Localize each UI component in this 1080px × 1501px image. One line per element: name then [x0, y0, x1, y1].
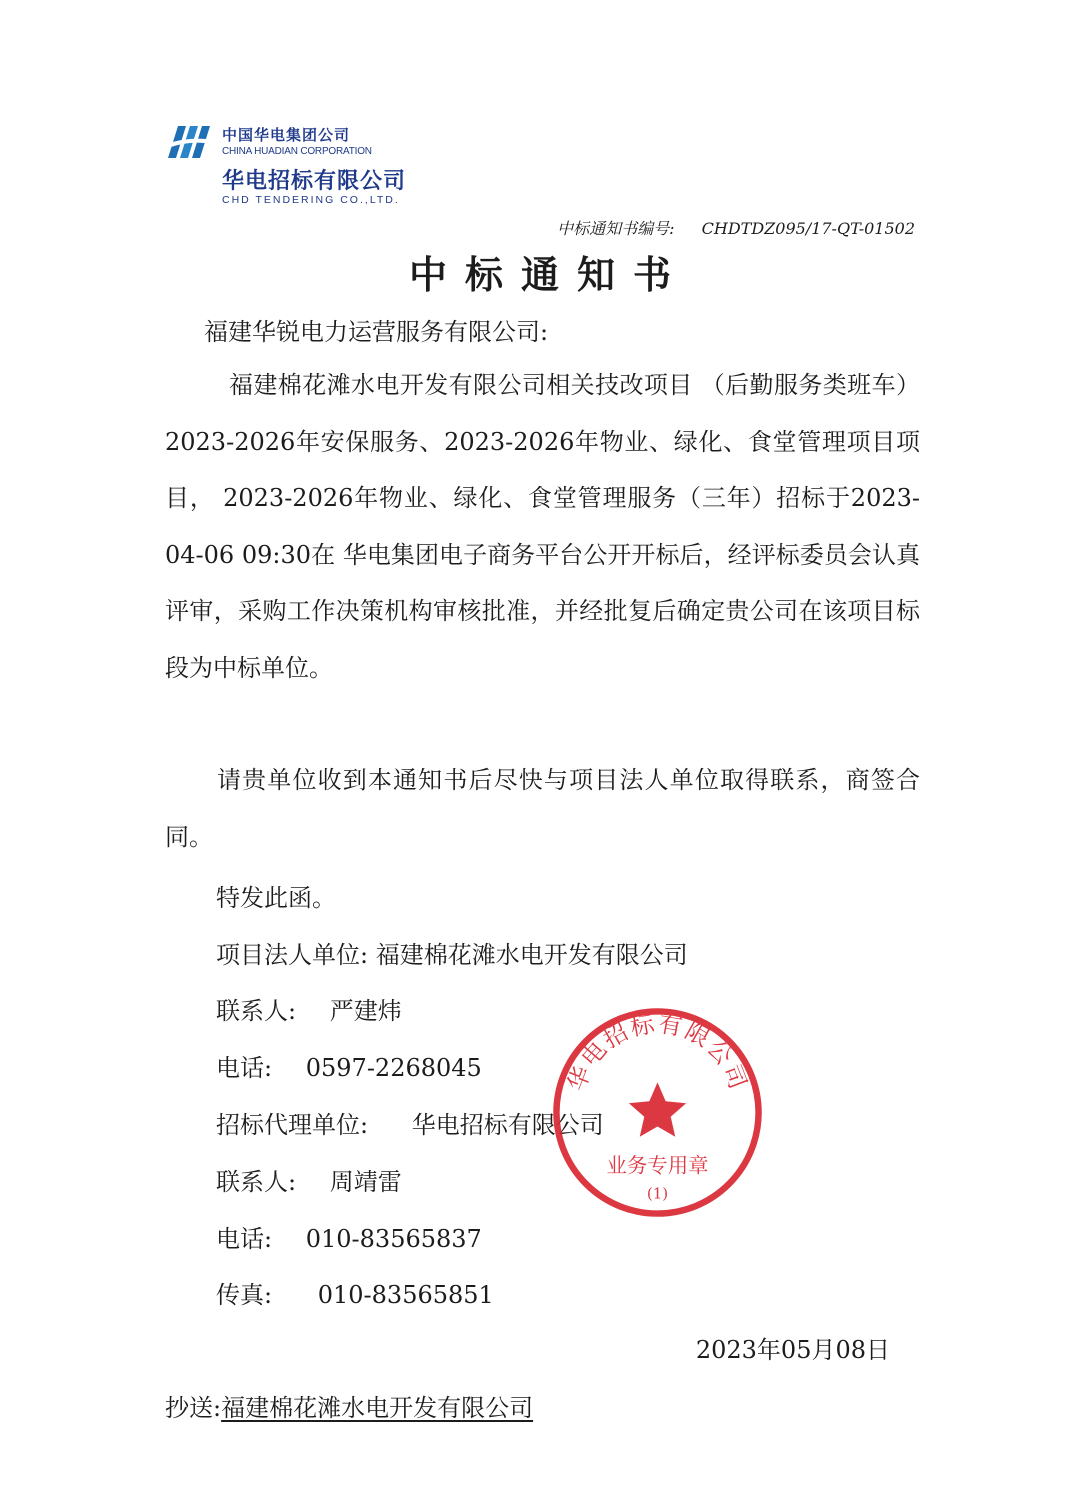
owner-phone-line: [216, 1048, 482, 1083]
agency-value: 华电招标有限公司: [411, 1111, 604, 1139]
agency-contact-value: 周靖雷: [329, 1168, 402, 1196]
agency-contact-label: 联系人:: [216, 1168, 297, 1196]
notice-number-value: CHDTDZ095/17-QT-01502: [701, 219, 915, 238]
body-paragraph: 福建棉花滩水电开发有限公司相关技改项目 （后勤服务类班车）2023-2026年安保服务、2023-2026年物业、绿化、食堂管理项目项目， 2023-2026年物业、绿化、食堂管理服务（三年）招标于2023-04-06 09:30在 华电集团电子商务平台公开开标后，经评标委员会认真评审，采购工作决策机构审核批准，并经批复后确定贵公司在该项目标段为中标单位。: [165, 371, 920, 682]
letterhead-logo: [160, 118, 460, 213]
cc-value: 福建棉花滩水电开发有限公司: [221, 1394, 534, 1422]
owner-phone-value: 0597-2268045: [305, 1054, 482, 1082]
owner-phone-label: 电话:: [216, 1054, 273, 1082]
project-owner-label: 项目法人单位:: [216, 941, 369, 969]
agency-phone-label: 电话:: [216, 1225, 273, 1253]
group-name-en: CHINA HUADIAN CORPORATION: [222, 146, 372, 157]
agency-fax-label: 传真:: [216, 1281, 273, 1309]
agency-fax-line: [216, 1275, 494, 1310]
owner-contact-line: [216, 991, 402, 1026]
seal-star-icon: [629, 1082, 686, 1136]
company-name-en: CHD TENDERING CO.,LTD.: [222, 194, 400, 206]
project-owner-value: 福建棉花滩水电开发有限公司: [375, 941, 688, 969]
agency-contact-line: [216, 1162, 402, 1197]
agency-line: [216, 1105, 604, 1140]
closing-line: 特发此函。: [216, 884, 336, 912]
seal-number: (1): [646, 1184, 669, 1203]
official-seal: [550, 1005, 765, 1220]
seal-ring-text: 华电招标有限公司: [562, 1009, 753, 1095]
agency-phone-line: [216, 1219, 482, 1254]
request-paragraph: 请贵单位收到本通知书后尽快与项目法人单位取得联系，商签合同。: [165, 766, 920, 851]
addressee: 福建华锐电力运营服务有限公司:: [204, 318, 549, 346]
cc-line: [165, 1388, 533, 1423]
project-owner-line: [216, 935, 688, 970]
issue-date: 2023年05月08日: [695, 1336, 890, 1364]
notice-number-label: 中标通知书编号:: [557, 219, 675, 238]
group-name-cn: 中国华电集团公司: [222, 126, 351, 144]
document-title: 中标通知书: [408, 253, 689, 297]
cc-label: 抄送:: [165, 1394, 222, 1422]
notice-number: [557, 216, 915, 239]
owner-contact-value: 严建炜: [329, 997, 402, 1025]
seal-center-text: 业务专用章: [606, 1153, 709, 1178]
agency-phone-value: 010-83565837: [305, 1225, 482, 1253]
owner-contact-label: 联系人:: [216, 997, 297, 1025]
company-name-cn: 华电招标有限公司: [222, 169, 407, 194]
agency-fax-value: 010-83565851: [317, 1281, 494, 1309]
agency-label: 招标代理单位:: [216, 1111, 369, 1139]
huadian-logo-icon: [164, 124, 216, 160]
